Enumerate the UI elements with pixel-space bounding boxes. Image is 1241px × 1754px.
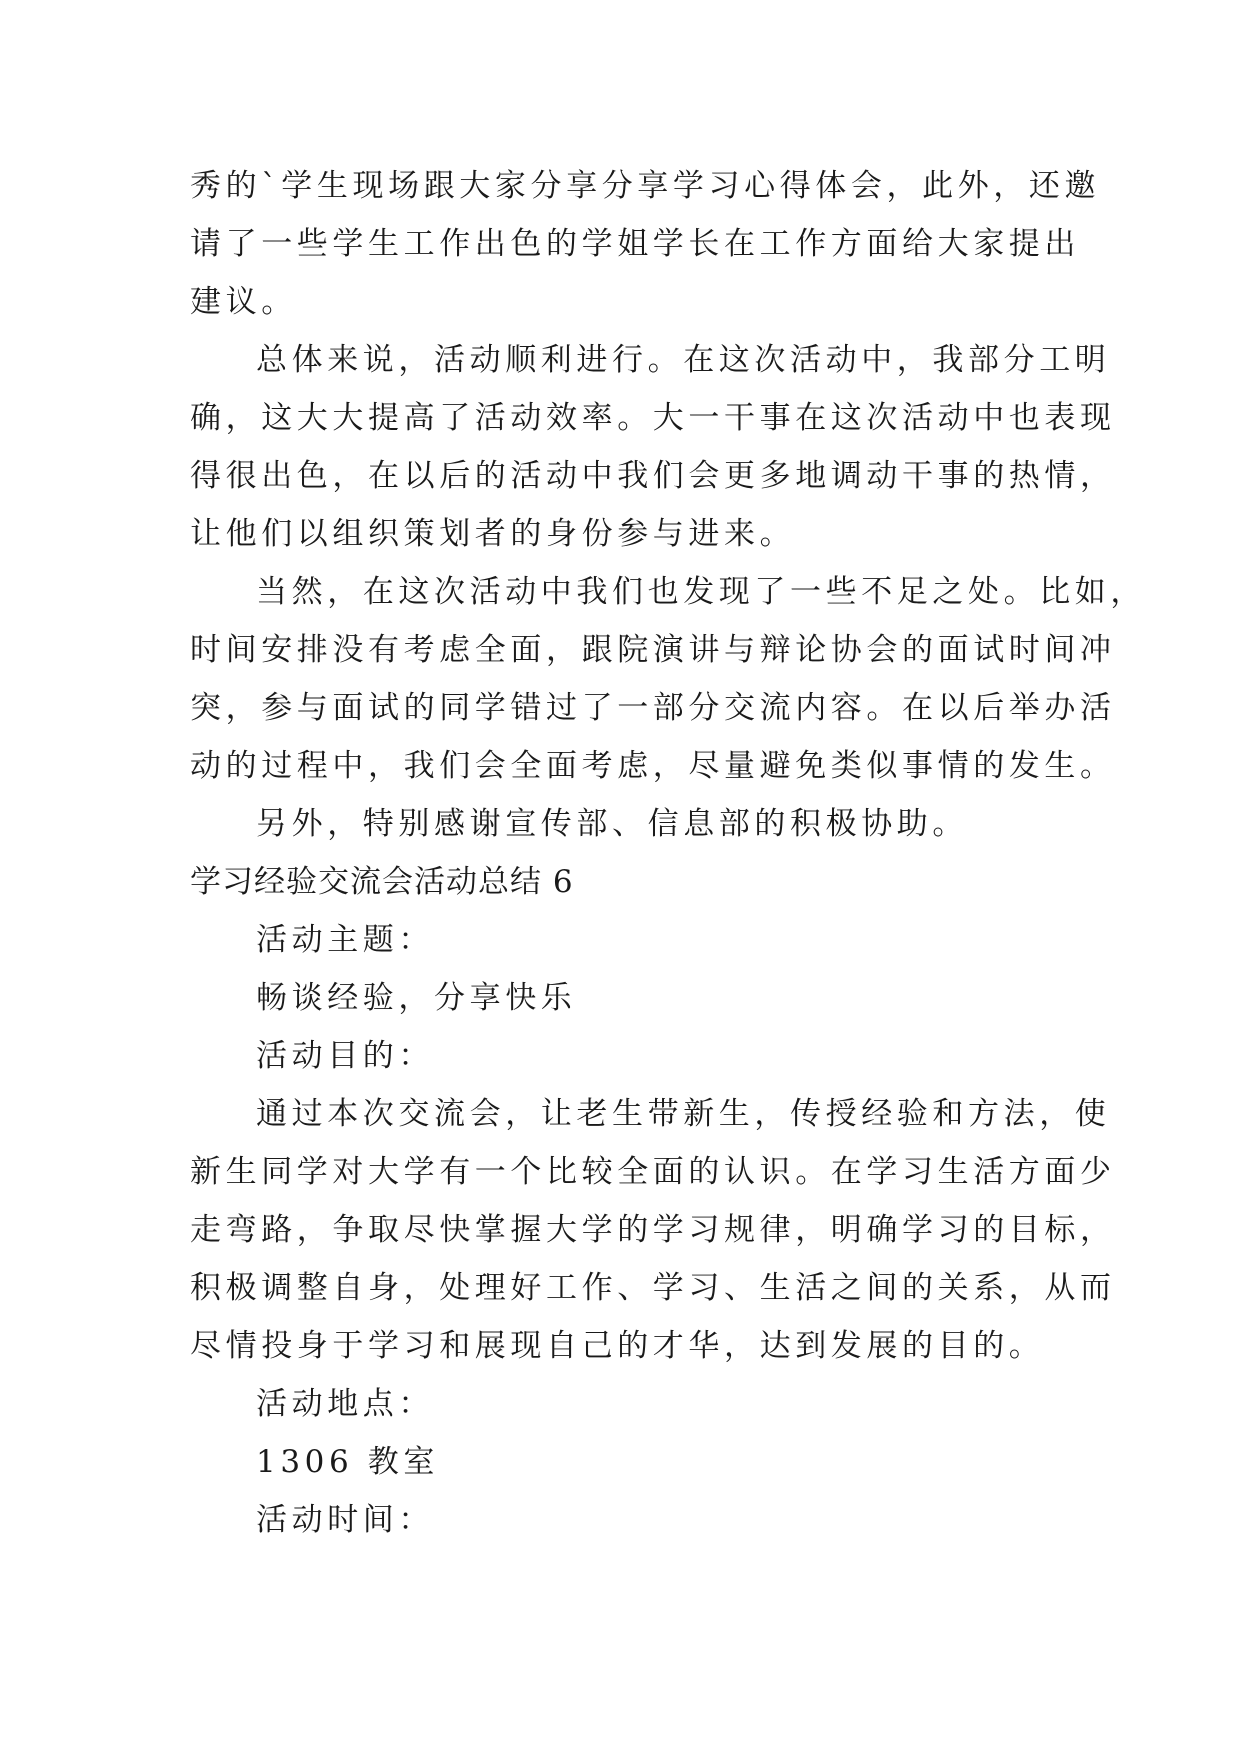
paragraph-line: 积极调整自身，处理好工作、学习、生活之间的关系，从而 [190,1270,1116,1306]
paragraph-line: 尽情投身于学习和展现自己的才华，达到发展的目的。 [190,1328,1045,1364]
section-heading: 学习经验交流会活动总结 6 [190,864,574,900]
field-label: 活动时间： [256,1502,434,1538]
paragraph-line: 动的过程中，我们会全面考虑，尽量避免类似事情的发生。 [190,748,1116,784]
paragraph-line: 当然，在这次活动中我们也发现了一些不足之处。比如， [256,574,1146,610]
field-value: 畅谈经验，分享快乐 [256,980,577,1016]
paragraph-line: 走弯路，争取尽快掌握大学的学习规律，明确学习的目标， [190,1212,1116,1248]
field-label: 活动目的： [256,1038,434,1074]
field-label: 活动地点： [256,1386,434,1422]
paragraph-line: 通过本次交流会，让老生带新生，传授经验和方法，使 [256,1096,1111,1132]
paragraph-line: 另外，特别感谢宣传部、信息部的积极协助。 [256,806,968,842]
paragraph-line: 确，这大大提高了活动效率。大一干事在这次活动中也表现 [190,400,1116,436]
field-label: 活动主题： [256,922,434,958]
paragraph-line: 建议。 [190,284,297,320]
paragraph-line: 时间安排没有考虑全面，跟院演讲与辩论协会的面试时间冲 [190,632,1116,668]
paragraph-line: 得很出色，在以后的活动中我们会更多地调动干事的热情， [190,458,1116,494]
paragraph-line: 请了一些学生工作出色的学姐学长在工作方面给大家提出 [190,226,1080,262]
paragraph-line: 秀的`学生现场跟大家分享分享学习心得体会，此外，还邀 [190,168,1101,204]
paragraph-line: 突，参与面试的同学错过了一部分交流内容。在以后举办活 [190,690,1116,726]
paragraph-line: 让他们以组织策划者的身份参与进来。 [190,516,796,552]
paragraph-line: 新生同学对大学有一个比较全面的认识。在学习生活方面少 [190,1154,1116,1190]
paragraph-line: 总体来说，活动顺利进行。在这次活动中，我部分工明 [256,342,1111,378]
field-value: 1306 教室 [256,1444,439,1480]
